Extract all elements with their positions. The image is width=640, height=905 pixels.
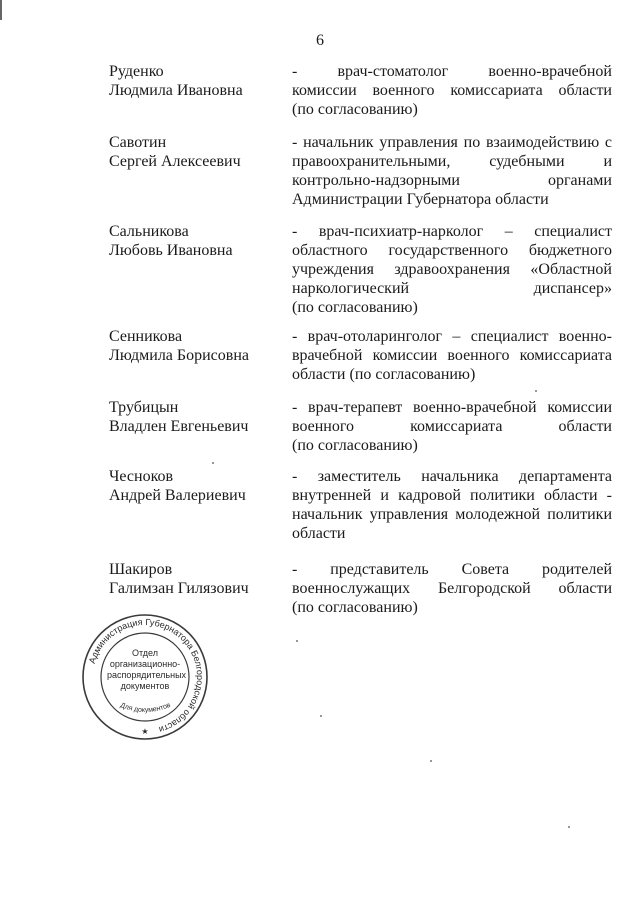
stamp-inner-text <box>107 648 187 692</box>
member-name <box>109 62 289 100</box>
role-line: военнослужащих Белгородской области <box>292 580 612 597</box>
role-line: - врач-стоматолог военно-врачебной <box>292 63 612 80</box>
member-surname: Шакиров <box>109 561 173 578</box>
member-given-name: Любовь Ивановна <box>109 242 233 259</box>
member-role <box>292 222 612 317</box>
member-role <box>292 327 612 384</box>
stamp-line: организационно- <box>109 659 181 669</box>
member-given-name: Владлен Евгеньевич <box>109 418 249 435</box>
role-line: (по согласованию) <box>292 101 418 118</box>
member-name <box>109 398 289 436</box>
role-line: начальник управления молодежной политики <box>292 506 612 523</box>
member-given-name: Сергей Алексеевич <box>109 153 241 170</box>
role-line: - представитель Совета родителей <box>292 561 612 578</box>
member-name <box>109 560 289 598</box>
scan-speck <box>430 760 432 762</box>
role-line: правоохранительными, судебными и <box>292 153 612 170</box>
stamp-line: распорядительных <box>107 670 187 680</box>
member-name <box>109 467 289 505</box>
role-line: наркологический диспансер» <box>292 280 612 297</box>
role-line: контрольно-надзорными органами <box>292 172 612 189</box>
member-given-name: Людмила Ивановна <box>109 82 243 99</box>
member-name <box>109 133 289 171</box>
stamp-ring-text: Администрация Губернатора Белгородской области <box>86 616 206 735</box>
member-name <box>109 222 289 260</box>
stamp-line: Отдел <box>131 648 159 658</box>
member-name <box>109 327 289 365</box>
role-line: (по согласованию) <box>292 299 418 316</box>
role-line: - начальник управления по взаимодействию с <box>292 134 612 151</box>
member-surname: Сенникова <box>109 328 183 345</box>
page-number: 6 <box>316 32 324 49</box>
role-line: области (по согласованию) <box>292 366 476 383</box>
scan-speck <box>320 715 322 717</box>
member-role <box>292 133 612 209</box>
role-line: (по согласованию) <box>292 599 418 616</box>
role-line: Администрации Губернатора области <box>292 191 549 208</box>
role-line: - врач-отоларинголог – специалист военно- <box>292 328 612 345</box>
member-surname: Чесноков <box>109 468 174 485</box>
member-surname: Трубицын <box>109 399 179 416</box>
scan-speck <box>296 640 298 642</box>
role-line: области <box>292 525 346 542</box>
scan-speck <box>212 462 214 464</box>
role-line: внутренней и кадровой политики области - <box>292 487 612 504</box>
stamp-bottom-text: Для документов <box>119 701 172 715</box>
role-line: врачебной комиссии военного комиссариата <box>292 347 612 364</box>
member-surname: Сальникова <box>109 223 189 240</box>
role-line: комиссии военного комиссариата области <box>292 82 612 99</box>
role-line: - врач-терапевт военно-врачебной комиссии <box>292 399 612 416</box>
scan-speck <box>568 826 570 828</box>
member-role <box>292 62 612 119</box>
member-given-name: Людмила Борисовна <box>109 347 249 364</box>
official-stamp <box>80 612 210 742</box>
role-line: (по согласованию) <box>292 437 418 454</box>
member-given-name: Андрей Валериевич <box>109 487 246 504</box>
role-line: - заместитель начальника департамента <box>292 468 612 485</box>
member-given-name: Галимзан Гилязович <box>109 580 249 597</box>
member-role <box>292 467 612 543</box>
role-line: учреждения здравоохранения «Областной <box>292 261 612 278</box>
role-line: военного комиссариата области <box>292 418 612 435</box>
member-surname: Руденко <box>109 63 164 80</box>
member-role <box>292 398 612 455</box>
member-surname: Савотин <box>109 134 167 151</box>
member-role <box>292 560 612 617</box>
role-line: областного государственного бюджетного <box>292 242 612 259</box>
stamp-star-icon: ★ <box>141 727 149 736</box>
scan-speck <box>535 390 537 392</box>
role-line: - врач-психиатр-нарколог – специалист <box>292 223 612 240</box>
left-edge-mark <box>0 0 2 20</box>
stamp-line: документов <box>120 681 170 691</box>
